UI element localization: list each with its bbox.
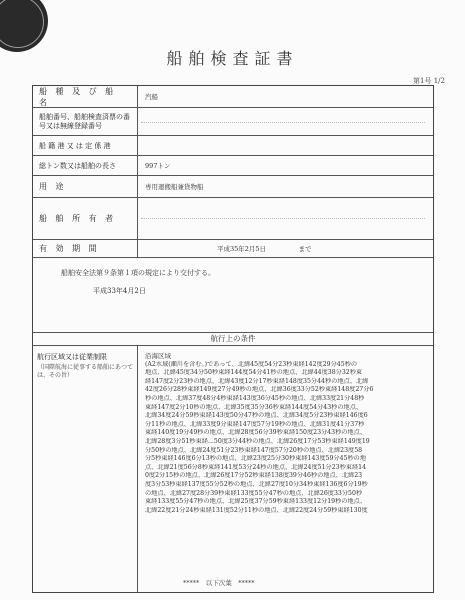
navigation-line: 東経147度2分10秒の地点、北緯35度35分36秒東経144度54分43秒の地点、 bbox=[145, 403, 363, 411]
value-validity: 平成35年2月5日 まで bbox=[217, 245, 312, 253]
label-validity: 有 効 期 間 bbox=[33, 240, 138, 257]
continued-note: ***** 以下次葉 ***** bbox=[183, 579, 255, 587]
value-ship-name: 汽船 bbox=[145, 93, 158, 101]
row-purpose bbox=[33, 176, 433, 198]
navigation-label: 航行区域又は従業制限 bbox=[37, 353, 107, 361]
document-title: 船舶検査証書 bbox=[166, 49, 299, 68]
navigation-line: 地点、北緯45度34分50秒東経144度54分41秒の地点、北緯44度38分32秒東 bbox=[145, 369, 363, 377]
label-port: 船 籍 港 又 は 定 係 港 bbox=[33, 136, 138, 155]
row-port bbox=[33, 136, 433, 156]
row-owner bbox=[33, 198, 433, 240]
row-tonnage bbox=[33, 156, 433, 176]
label-tonnage: 総トン数又は船舶の長さ bbox=[33, 156, 138, 175]
navigation-line: 分11秒の地点、北緯33度9分東経147度57分19秒の地点、北緯31度41分37秒 bbox=[145, 420, 365, 428]
navigation-line: の地点、北緯27度28分39秒東経133度55分47秒の地点、北緯26度33分50秒 bbox=[145, 489, 363, 497]
navigation-line: 北緯28度3分51秒東経...50度3分44秒の地点、北緯26度17分53秒東経149度19 bbox=[145, 437, 370, 445]
row-ship-number bbox=[33, 108, 433, 136]
seal-stamp bbox=[0, 0, 48, 52]
navigation-line: 42度26分28秒東経149度27分49秒の地点、北緯36度33分52秒東経148度27分6 bbox=[145, 386, 374, 394]
navigation-line: 経147度2分23秒の地点、北緯43度12分17秒東経148度35分44秒の地点、北緯 bbox=[145, 377, 369, 385]
row-validity bbox=[33, 240, 433, 258]
navigation-line: 東経133度55分47秒の地点、北緯25度37分59秒東経133度12分19秒の地点、 bbox=[145, 498, 367, 506]
navigation-label-cell bbox=[33, 346, 138, 592]
navigation-line: 北緯22度21分24秒東経131度52分11秒の地点、北緯22度24分59秒東経130度 bbox=[145, 506, 368, 514]
navigation-line: 0度2分15秒の地点、北緯26度17分52秒東経138度39分46秒の地点、北緯23 bbox=[145, 472, 363, 480]
label-purpose: 用 途 bbox=[33, 176, 138, 197]
navigation-line: 度3分53秒東経137度55分52秒の地点、北緯27度10分34秒東経136度6分19秒 bbox=[145, 480, 368, 488]
label-ship-name: 船 種 及 び 船 名 bbox=[33, 86, 138, 107]
row-ship-name bbox=[33, 86, 433, 108]
navigation-note: （国際航海に従事する船舶にあつては、その旨） bbox=[37, 364, 134, 379]
navigation-line: 秒の地点、北緯37度48分4秒東経143度36分45秒の地点、北緯33度21分48秒 bbox=[145, 394, 365, 402]
navigation-line: 点、北緯21度56分8秒東経141度53分24秒の地点、北緯24度51分23秒東経14 bbox=[145, 463, 367, 471]
navigation-title: 沿海区域 bbox=[145, 352, 171, 360]
navigation-line: (A2水域(瀬川を含む。)であって、北緯45度54分23秒東経142度29分45秒の bbox=[145, 360, 358, 368]
label-ship-number: 船舶番号、船舶検査済票の番号又は無線登録番号 bbox=[33, 108, 138, 135]
issue-date: 平成33年4月2日 bbox=[93, 287, 146, 295]
value-tonnage: 997トン bbox=[145, 162, 171, 170]
navigation-line: 北緯34度24分59秒東経143度50分47秒の地点、北緯34度5分23秒東経146度6 bbox=[145, 412, 368, 420]
value-port bbox=[145, 136, 429, 155]
navigation-line: 分5秒東経146度6分13秒の地点、北緯23度25分30秒東経143度59分45秒の地 bbox=[145, 455, 367, 463]
certificate-table bbox=[32, 85, 434, 593]
issue-statement: 船舶安全法第９条第１項の規定により交付する。 bbox=[61, 269, 215, 277]
sheet-number: 第1号 1/2 bbox=[413, 77, 445, 85]
navigation-header: 航行上の条件 bbox=[33, 332, 433, 346]
label-owner: 船 舶 所 有 者 bbox=[33, 198, 138, 239]
navigation-line: 東経140度19分49秒の地点、北緯28度56分39秒東経150度23分43秒の地点、 bbox=[145, 429, 367, 437]
value-purpose: 専用運搬船兼貨物船 bbox=[145, 183, 204, 191]
navigation-line: 分50秒の地点、北緯24度51分23秒東経147度57分20秒の地点、北緯23度58 bbox=[145, 446, 363, 454]
navigation-content bbox=[145, 352, 429, 515]
